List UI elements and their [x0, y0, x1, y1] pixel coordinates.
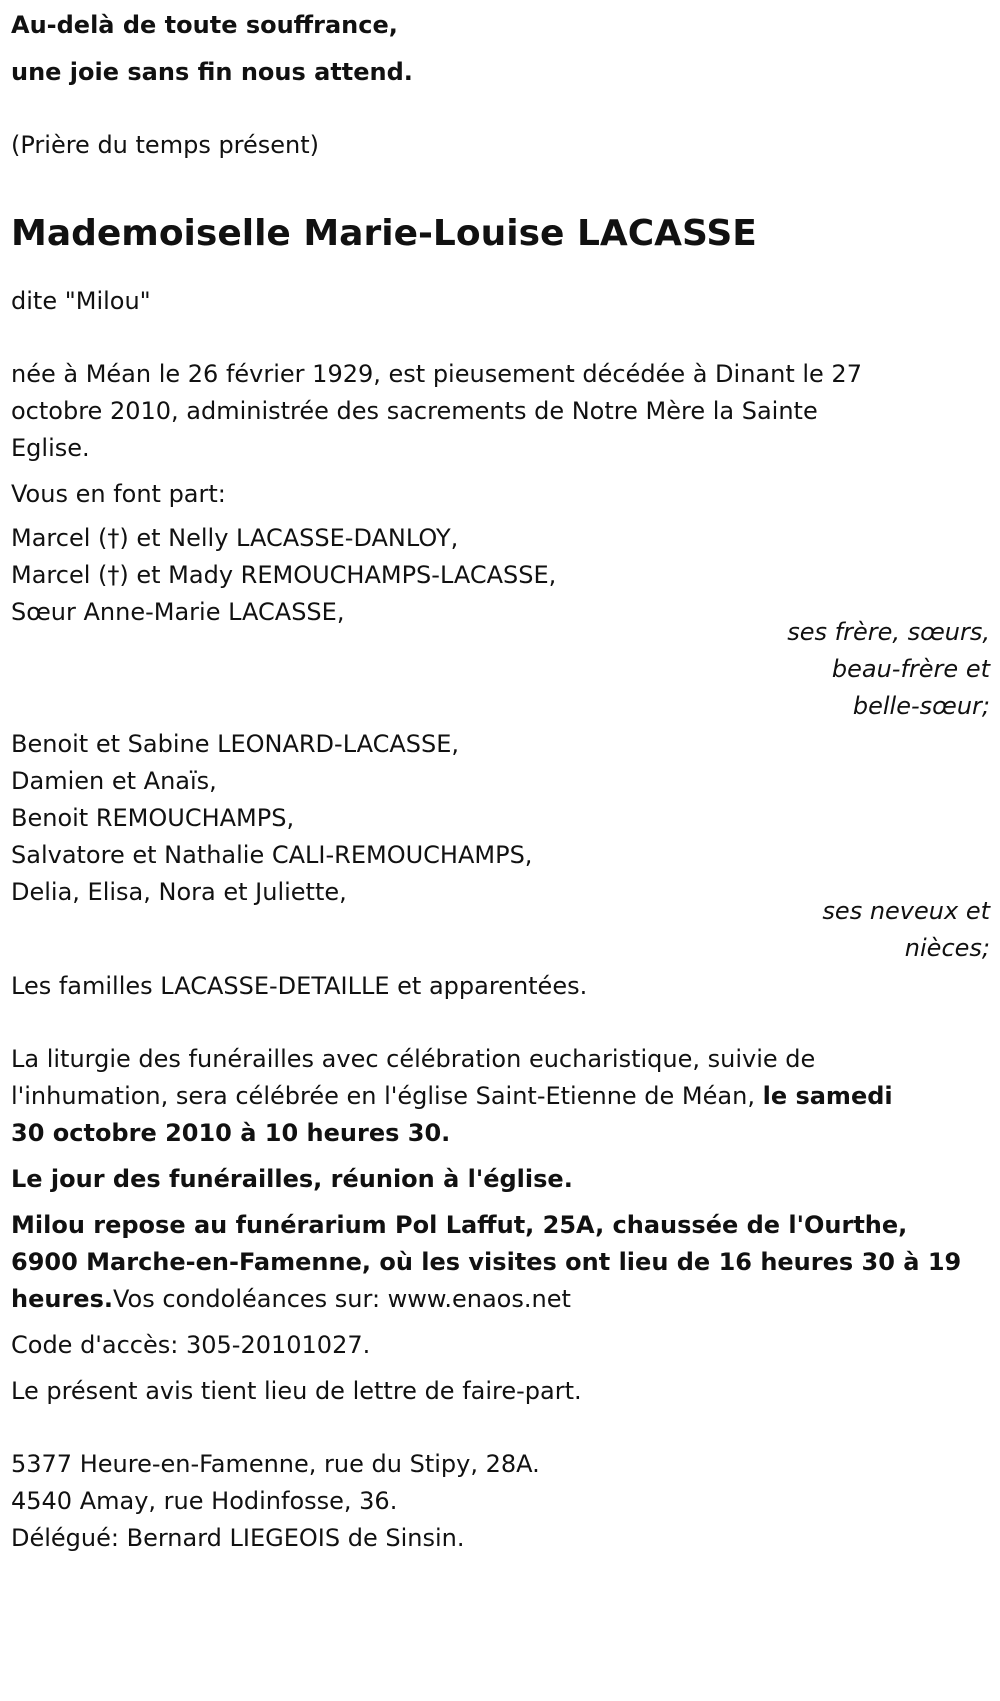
- visitation-line-1: Milou repose au funérarium Pol Laffut, 25A, chaussée de l'Ourthe,: [11, 1211, 908, 1239]
- sibling-2: Marcel (†) et Mady REMOUCHAMPS-LACASSE,: [11, 561, 557, 589]
- condolences-text: Vos condoléances sur: www.enaos.net: [112, 1285, 571, 1313]
- address-1: 5377 Heure-en-Famenne, rue du Stipy, 28A.: [11, 1450, 540, 1478]
- notice-text: Le présent avis tient lieu de lettre de faire-part.: [11, 1377, 582, 1405]
- nephews-relation: [590, 893, 990, 967]
- sibling-3: Sœur Anne-Marie LACASSE,: [11, 598, 345, 626]
- epigraph-line-1: Au-delà de toute souffrance,: [11, 11, 398, 39]
- funeral-day: le samedi: [762, 1082, 893, 1110]
- funeral-line-1: La liturgie des funérailles avec célébration eucharistique, suivie de: [11, 1045, 816, 1073]
- address-2: 4540 Amay, rue Hodinfosse, 36.: [11, 1487, 398, 1515]
- meeting-text: Le jour des funérailles, réunion à l'église.: [11, 1165, 573, 1193]
- siblings-relation-line-1: ses frère, sœurs,: [787, 618, 990, 646]
- nephews-relation-line-2: nièces;: [904, 934, 990, 962]
- visitation-line-2: 6900 Marche-en-Famenne, où les visites ont lieu de 16 heures 30 à 19: [11, 1248, 962, 1276]
- deceased-name: Mademoiselle Marie-Louise LACASSE: [11, 213, 757, 254]
- nephew-2: Damien et Anaïs,: [11, 767, 217, 795]
- funeral-line-2-text: l'inhumation, sera célébrée en l'église Saint-Etienne de Méan,: [11, 1082, 763, 1110]
- nephew-5: Delia, Elisa, Nora et Juliette,: [11, 878, 347, 906]
- nickname: dite "Milou": [11, 287, 151, 315]
- siblings-relation: [590, 614, 990, 725]
- delegate: Délégué: Bernard LIEGEOIS de Sinsin.: [11, 1524, 465, 1552]
- visitation-line-3: [11, 1279, 571, 1319]
- sibling-1: Marcel (†) et Nelly LACASSE-DANLOY,: [11, 524, 459, 552]
- visitation-hours: heures.: [11, 1285, 113, 1313]
- nephew-3: Benoit REMOUCHAMPS,: [11, 804, 295, 832]
- birth-death-line-1: née à Méan le 26 février 1929, est pieusement décédée à Dinant le 27: [11, 360, 862, 388]
- announce-text: Vous en font part:: [11, 480, 226, 508]
- birth-death-line-2: octobre 2010, administrée des sacrements de Notre Mère la Sainte: [11, 397, 818, 425]
- siblings-relation-line-2: beau-frère et: [831, 655, 990, 683]
- nephew-1: Benoit et Sabine LEONARD-LACASSE,: [11, 730, 460, 758]
- access-code: Code d'accès: 305-20101027.: [11, 1331, 371, 1359]
- funeral-date-time: 30 octobre 2010 à 10 heures 30.: [11, 1119, 451, 1147]
- epigraph-source: (Prière du temps présent): [11, 131, 320, 159]
- birth-death-line-3: Eglise.: [11, 434, 90, 462]
- families-text: Les familles LACASSE-DETAILLE et apparentées.: [11, 972, 588, 1000]
- nephew-4: Salvatore et Nathalie CALI-REMOUCHAMPS,: [11, 841, 533, 869]
- epigraph-line-2: une joie sans fin nous attend.: [11, 58, 413, 86]
- siblings-relation-line-3: belle-sœur;: [852, 692, 990, 720]
- nephews-relation-line-1: ses neveux et: [822, 897, 990, 925]
- funeral-line-2: [11, 1076, 893, 1116]
